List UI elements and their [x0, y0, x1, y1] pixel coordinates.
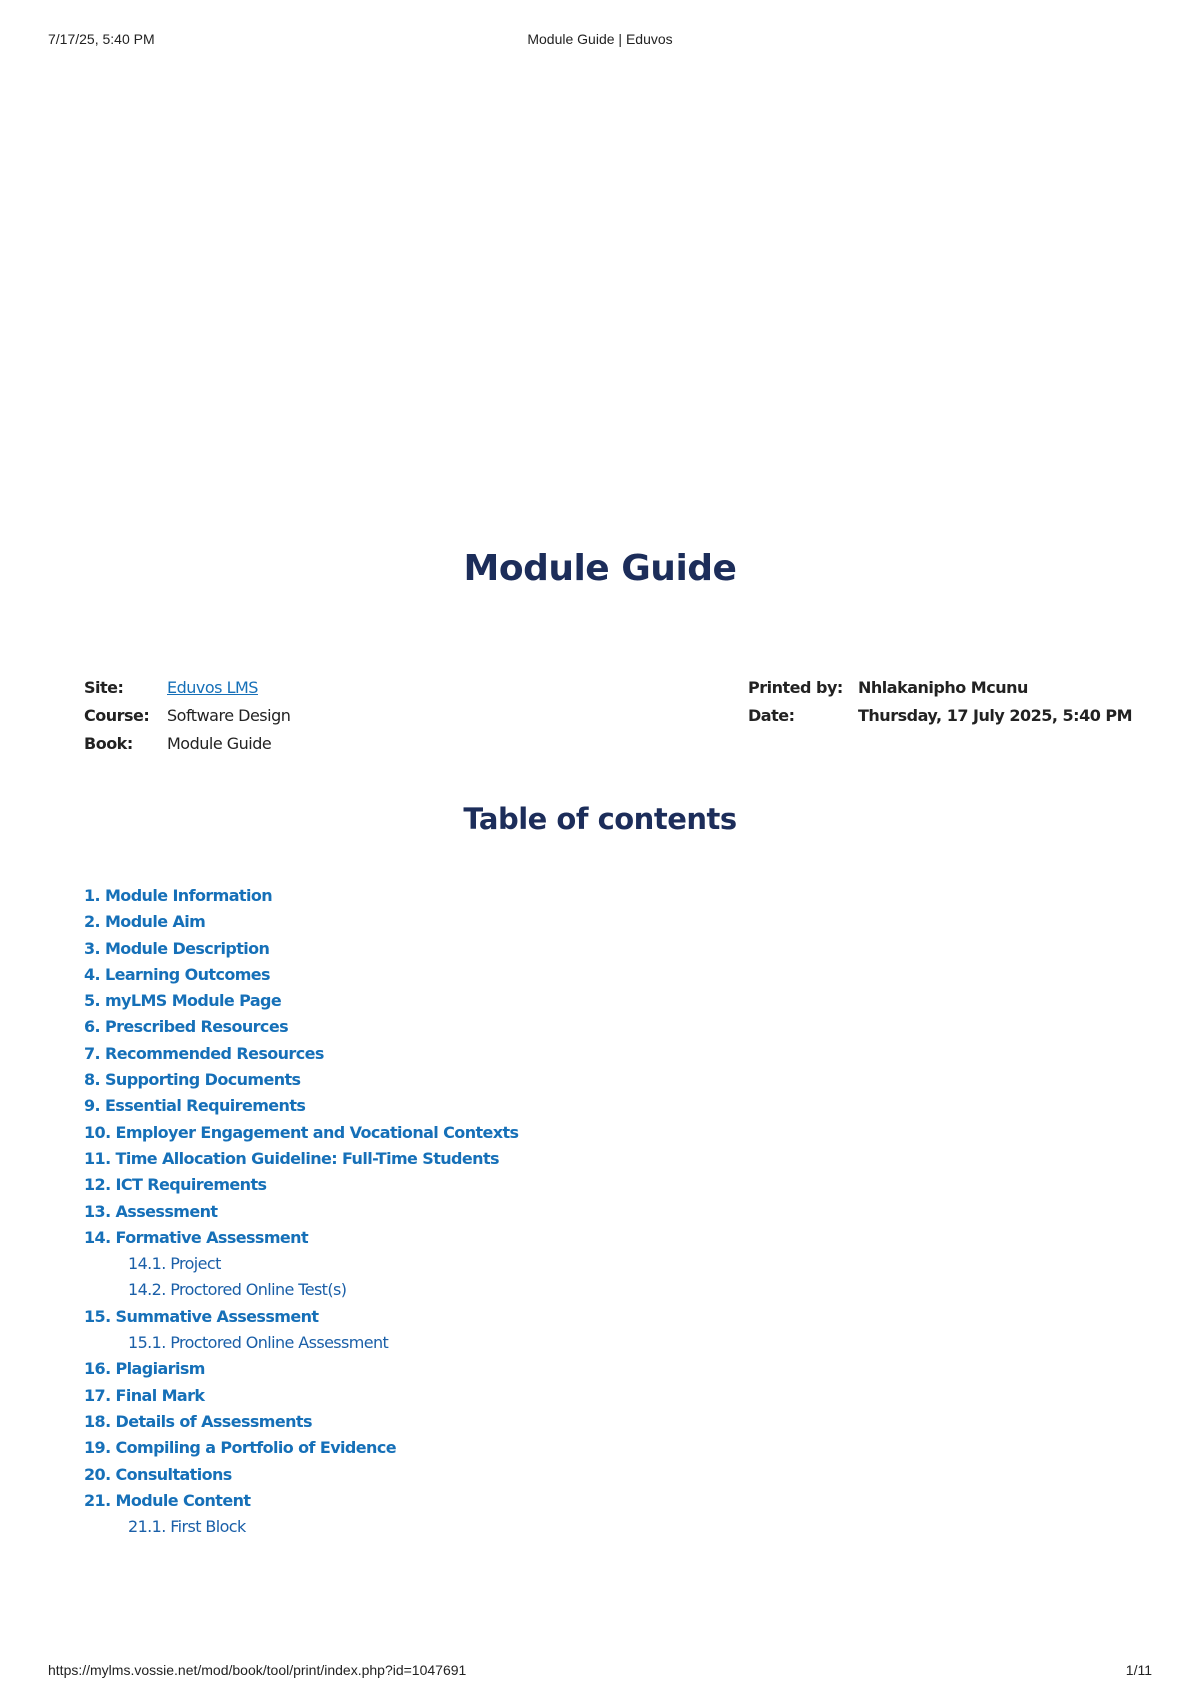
toc-item-link[interactable]: 10. Employer Engagement and Vocational Contexts [84, 1122, 519, 1142]
toc-item-link[interactable]: 13. Assessment [84, 1201, 218, 1221]
toc-subitem-link[interactable]: 14.1. Project [128, 1254, 221, 1274]
meta-left-column [84, 678, 290, 762]
site-label: Site: [84, 678, 124, 697]
toc-item-link[interactable]: 7. Recommended Resources [84, 1043, 324, 1063]
course-value: Software Design [167, 706, 291, 725]
meta-right-column [748, 678, 1132, 734]
toc-item-link[interactable]: 5. myLMS Module Page [84, 991, 282, 1011]
course-label: Course: [84, 706, 150, 725]
print-header [48, 31, 1152, 51]
toc-item-link[interactable]: 8. Supporting Documents [84, 1070, 301, 1090]
site-link[interactable]: Eduvos LMS [167, 678, 258, 697]
printed-by-value: Nhlakanipho Mcunu [858, 678, 1028, 697]
meta-row-book [84, 734, 290, 762]
meta-row-date [748, 706, 1132, 734]
meta-row-printed-by [748, 678, 1132, 706]
print-page-title: Module Guide | Eduvos [527, 31, 673, 47]
book-label: Book: [84, 734, 133, 753]
toc-item-link[interactable]: 1. Module Information [84, 886, 273, 905]
date-value: Thursday, 17 July 2025, 5:40 PM [858, 706, 1133, 725]
toc-item-link[interactable]: 12. ICT Requirements [84, 1175, 267, 1195]
date-label: Date: [748, 706, 795, 725]
printed-by-label: Printed by: [748, 678, 843, 697]
toc-item-link[interactable]: 2. Module Aim [84, 912, 206, 932]
toc-item-link[interactable]: 4. Learning Outcomes [84, 964, 270, 984]
print-url: https://mylms.vossie.net/mod/book/tool/print/index.php?id=1047691 [48, 1662, 467, 1678]
toc-list [84, 886, 518, 1543]
toc-subitem-link[interactable]: 14.2. Proctored Online Test(s) [128, 1280, 347, 1300]
toc-item-link[interactable]: 18. Details of Assessments [84, 1411, 312, 1431]
toc-item-link[interactable]: 14. Formative Assessment [84, 1227, 309, 1247]
print-footer [48, 1662, 1152, 1682]
toc-item-link[interactable]: 6. Prescribed Resources [84, 1017, 288, 1037]
toc-subitem-link[interactable]: 15.1. Proctored Online Assessment [128, 1333, 389, 1353]
toc-item-link[interactable]: 19. Compiling a Portfolio of Evidence [84, 1438, 396, 1458]
meta-row-course [84, 706, 290, 734]
print-datetime: 7/17/25, 5:40 PM [48, 31, 155, 47]
toc-item-link[interactable]: 21. Module Content [84, 1490, 251, 1510]
toc-item-link[interactable]: 16. Plagiarism [84, 1359, 205, 1379]
toc-item-link[interactable]: 15. Summative Assessment [84, 1306, 319, 1326]
toc-item-link[interactable]: 9. Essential Requirements [84, 1096, 306, 1116]
toc-title: Table of contents [463, 802, 737, 836]
page-number: 1/11 [1125, 1662, 1152, 1678]
toc-item-link[interactable]: 20. Consultations [84, 1464, 232, 1484]
toc-item-link[interactable]: 17. Final Mark [84, 1385, 205, 1405]
book-title: Module Guide [463, 548, 737, 589]
book-value: Module Guide [167, 734, 272, 753]
toc-subitem-link[interactable]: 21.1. First Block [128, 1517, 246, 1537]
meta-row-site [84, 678, 290, 706]
toc-item-link[interactable]: 3. Module Description [84, 938, 270, 958]
toc-item-link[interactable]: 11. Time Allocation Guideline: Full-Time Students [84, 1148, 499, 1168]
